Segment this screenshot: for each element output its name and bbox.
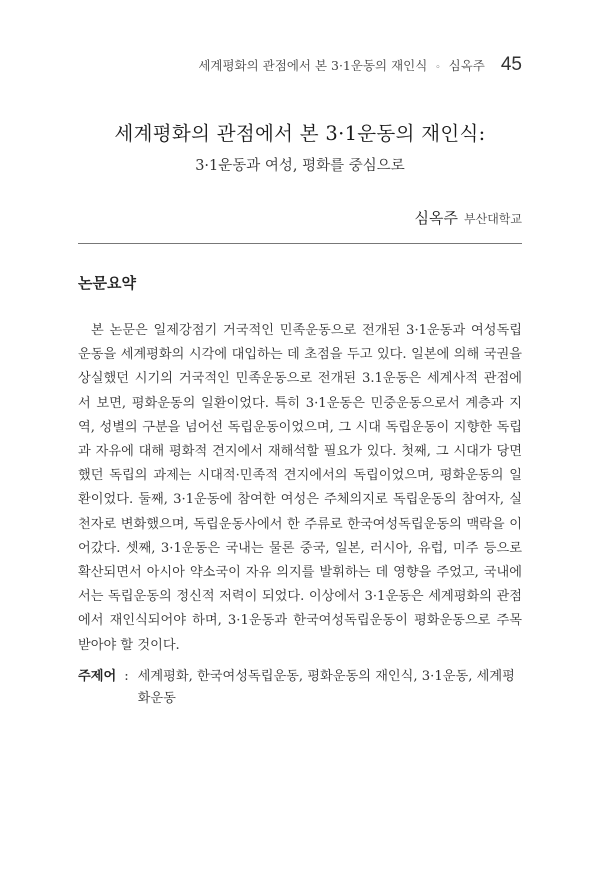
running-header-title: 세계평화의 관점에서 본 3·1운동의 재인식 xyxy=(198,58,428,73)
abstract-heading: 논문요약 xyxy=(78,274,136,292)
author-line xyxy=(415,207,522,228)
title-block xyxy=(0,118,600,175)
keywords xyxy=(78,666,522,710)
author-name: 심옥주 xyxy=(414,209,459,227)
keywords-separator: : xyxy=(124,669,129,684)
running-header-author: 심옥주 xyxy=(448,58,485,73)
running-header xyxy=(198,54,522,78)
bullet-icon: ◦ xyxy=(435,63,441,73)
keywords-label: 주제어 xyxy=(78,669,117,684)
abstract-body: 본 논문은 일제강점기 거국적인 민족운동으로 전개된 3·1운동과 여성독립운동을 세계평화의 시각에 대입하는 데 초점을 두고 있다. 일본에 의해 국권을 상실했던 시기의 거국적인 민족운동으로 전개된 3.1운동은 세계사적 관점에서 보면, 평화운동의 일환이었다. 특히 3·1운동은 민중운동으로서 계층과 지역, 성별의 구분을 넘어선 독립운동이었으며, 그 시대 독립운동이 지향한 독립과 자유에 대해 평화적 견지에서 재해석할 필요가 있다. 첫째, 그 시대가 당면했던 독립의 과제는 시대적·민족적 견지에서의 독립이었으며, 평화운동의 일환이었다. 둘째, 3·1운동에 참여한 여성은 주체의지로 독립운동의 참여자, 실천자로 변화했으며, 독립운동사에서 한 주류로 한국여성독립운동의 맥락을 이어갔다. 셋째, 3·1운동은 국내는 물론 중국, 일본, 러시아, 유럽, 미주 등으로 확산되면서 아시아 약소국이 자유 의지를 발휘하는 데 영향을 주었고, 국내에서는 독립운동의 정신적 저력이 되었다. 이상에서 3·1운동은 세계평화의 관점에서 재인식되어야 하며, 3·1운동과 한국여성독립운동이 평화운동으로 주목받아야 할 것이다. xyxy=(78,323,522,653)
divider xyxy=(78,243,522,244)
page-number: 45 xyxy=(500,54,522,75)
author-affiliation: 부산대학교 xyxy=(464,212,522,226)
article-title: 세계평화의 관점에서 본 3·1운동의 재인식: xyxy=(114,122,486,145)
article-subtitle: 3·1운동과 여성, 평화를 중심으로 xyxy=(195,158,405,174)
keywords-list: 세계평화, 한국여성독립운동, 평화운동의 재인식, 3·1운동, 세계평화운동 xyxy=(137,669,515,706)
